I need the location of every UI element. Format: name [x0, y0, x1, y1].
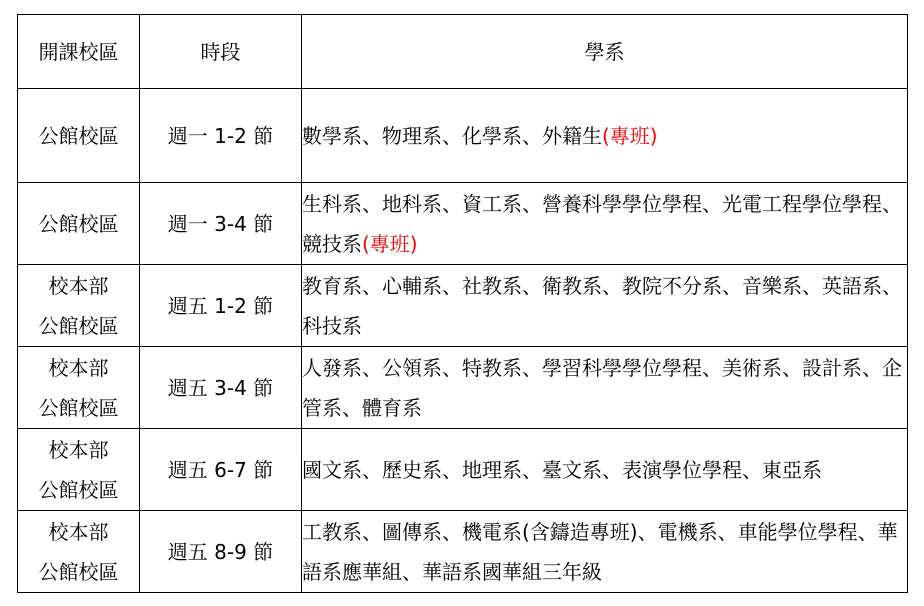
departments-cell: 國文系、歷史系、地理系、臺文系、表演學位學程、東亞系 [302, 429, 908, 511]
campus-cell: 校本部 公館校區 [18, 511, 140, 593]
table-row [18, 347, 908, 429]
period-cell: 週一 1-2 節 [140, 89, 302, 183]
period-cell: 週五 8-9 節 [140, 511, 302, 593]
departments-cell: 教育系、心輔系、社教系、衛教系、教院不分系、音樂系、英語系、科技系 [302, 265, 908, 347]
period-cell: 週一 3-4 節 [140, 183, 302, 265]
course-schedule-table [17, 14, 908, 593]
campus-cell: 校本部 公館校區 [18, 265, 140, 347]
table-row [18, 511, 908, 593]
table-row [18, 429, 908, 511]
period-cell: 週五 1-2 節 [140, 265, 302, 347]
special-class-note: (專班) [362, 231, 418, 256]
departments-cell: 生科系、地科系、資工系、營養科學學位學程、光電工程學位學程、競技系(專班) [302, 183, 908, 265]
table-header-row [18, 15, 908, 89]
departments-cell: 數學系、物理系、化學系、外籍生(專班) [302, 89, 908, 183]
header-period: 時段 [140, 15, 302, 89]
departments-cell: 工教系、圖傳系、機電系(含鑄造專班)、電機系、車能學位學程、華語系應華組、華語系國華組三年級 [302, 511, 908, 593]
period-cell: 週五 3-4 節 [140, 347, 302, 429]
departments-cell: 人發系、公領系、特教系、學習科學學位學程、美術系、設計系、企管系、體育系 [302, 347, 908, 429]
table-row [18, 265, 908, 347]
table-row [18, 89, 908, 183]
campus-cell: 公館校區 [18, 89, 140, 183]
header-campus: 開課校區 [18, 15, 140, 89]
table-row [18, 183, 908, 265]
period-cell: 週五 6-7 節 [140, 429, 302, 511]
campus-cell: 公館校區 [18, 183, 140, 265]
campus-cell: 校本部 公館校區 [18, 429, 140, 511]
special-class-note: (專班) [602, 123, 658, 148]
campus-cell: 校本部 公館校區 [18, 347, 140, 429]
header-departments: 學系 [302, 15, 908, 89]
